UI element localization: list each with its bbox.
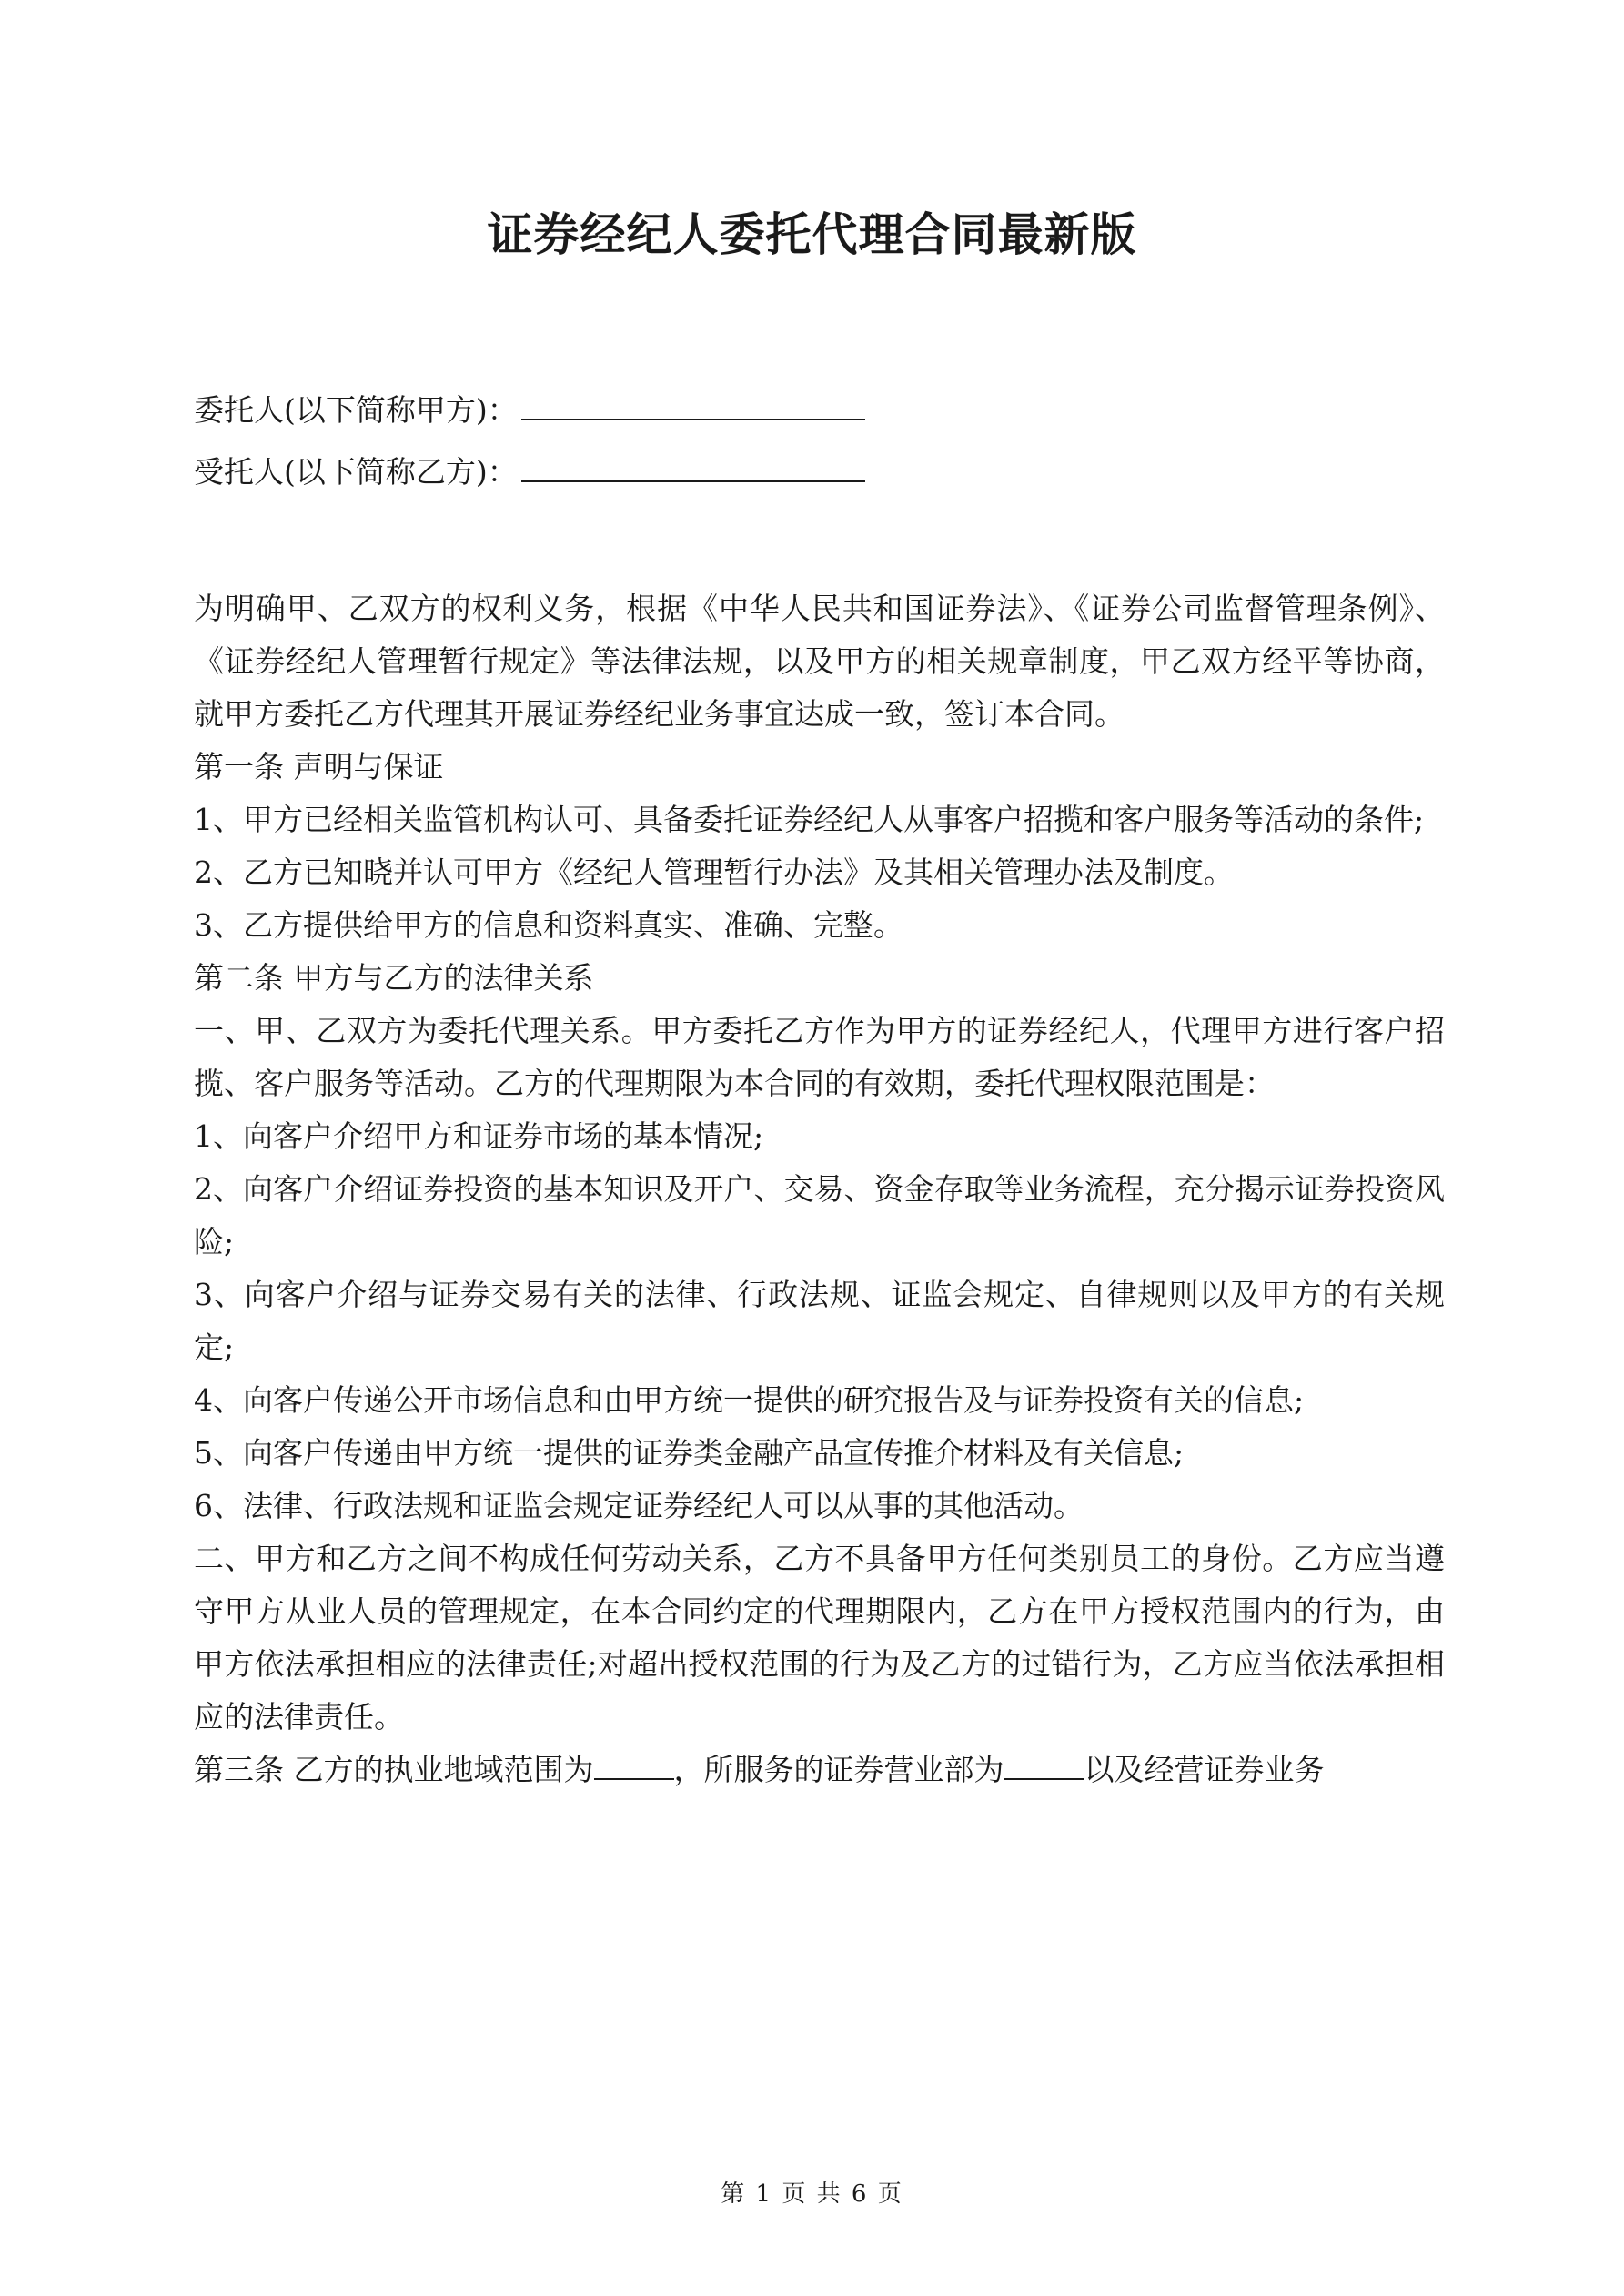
article-1-item-1: 1、甲方已经相关监管机构认可、具备委托证券经纪人从事客户招揽和客户服务等活动的条件;: [194, 802, 1425, 837]
party-a-blank: [521, 391, 865, 420]
contract-body: [194, 582, 1445, 1796]
article-2-item-3: 3、向客户介绍与证券交易有关的法律、行政法规、证监会规定、自律规则以及甲方的有关规定;: [194, 1277, 1445, 1365]
article-2-clause-2: 二、甲方和乙方之间不构成任何劳动关系，乙方不具备甲方任何类别员工的身份。乙方应当遵守甲方从业人员的管理规定，在本合同约定的代理期限内，乙方在甲方授权范围内的行为，由甲方依法承担相应的法律责任;对超出授权范围的行为及乙方的过错行为，乙方应当依法承担相应的法律责任。: [194, 1541, 1445, 1735]
article-1-item-2: 2、乙方已知晓并认可甲方《经纪人管理暂行办法》及其相关管理办法及制度。: [194, 855, 1234, 890]
article-3-part-1: 第三条 乙方的执业地域范围为: [194, 1752, 594, 1787]
party-b-line: [194, 453, 865, 491]
region-blank: [594, 1751, 674, 1780]
article-2-item-2: 2、向客户介绍证券投资的基本知识及开户、交易、资金存取等业务流程，充分揭示证券投资风险;: [194, 1171, 1445, 1259]
page-footer: 第 1 页 共 6 页: [721, 2180, 903, 2208]
article-2-item-1: 1、向客户介绍甲方和证券市场的基本情况;: [194, 1118, 764, 1154]
article-2-clause-1: 一、甲、乙双方为委托代理关系。甲方委托乙方作为甲方的证券经纪人，代理甲方进行客户招揽、客户服务等活动。乙方的代理期限为本合同的有效期，委托代理权限范围是：: [194, 1013, 1445, 1101]
article-2-item-5: 5、向客户传递由甲方统一提供的证券类金融产品宣传推介材料及有关信息;: [194, 1435, 1185, 1471]
document-title: 证券经纪人委托代理合同最新版: [487, 207, 1137, 261]
party-b-label: 受托人(以下简称乙方)：: [194, 454, 518, 490]
article-2-item-6: 6、法律、行政法规和证监会规定证券经纪人可以从事的其他活动。: [194, 1488, 1084, 1523]
party-a-label: 委托人(以下简称甲方)：: [194, 392, 518, 428]
article-1-heading: 第一条 声明与保证: [194, 749, 444, 784]
branch-blank: [1004, 1751, 1084, 1780]
article-3-line: [194, 1744, 1445, 1796]
article-2-heading: 第二条 甲方与乙方的法律关系: [194, 960, 594, 996]
article-1-item-3: 3、乙方提供给甲方的信息和资料真实、准确、完整。: [194, 907, 903, 943]
article-3-part-3: 以及经营证券业务: [1084, 1752, 1325, 1787]
article-3-part-2: ，所服务的证券营业部为: [673, 1752, 1004, 1787]
party-b-blank: [521, 453, 865, 482]
party-a-line: [194, 391, 865, 429]
article-2-item-4: 4、向客户传递公开市场信息和由甲方统一提供的研究报告及与证券投资有关的信息;: [194, 1382, 1305, 1418]
paragraph-preamble: 为明确甲、乙双方的权利义务，根据《中华人民共和国证券法》、《证券公司监督管理条例》、《证券经纪人管理暂行规定》等法律法规，以及甲方的相关规章制度，甲乙双方经平等协商，就甲方委托乙方代理其开展证券经纪业务事宜达成一致，签订本合同。: [194, 591, 1445, 732]
